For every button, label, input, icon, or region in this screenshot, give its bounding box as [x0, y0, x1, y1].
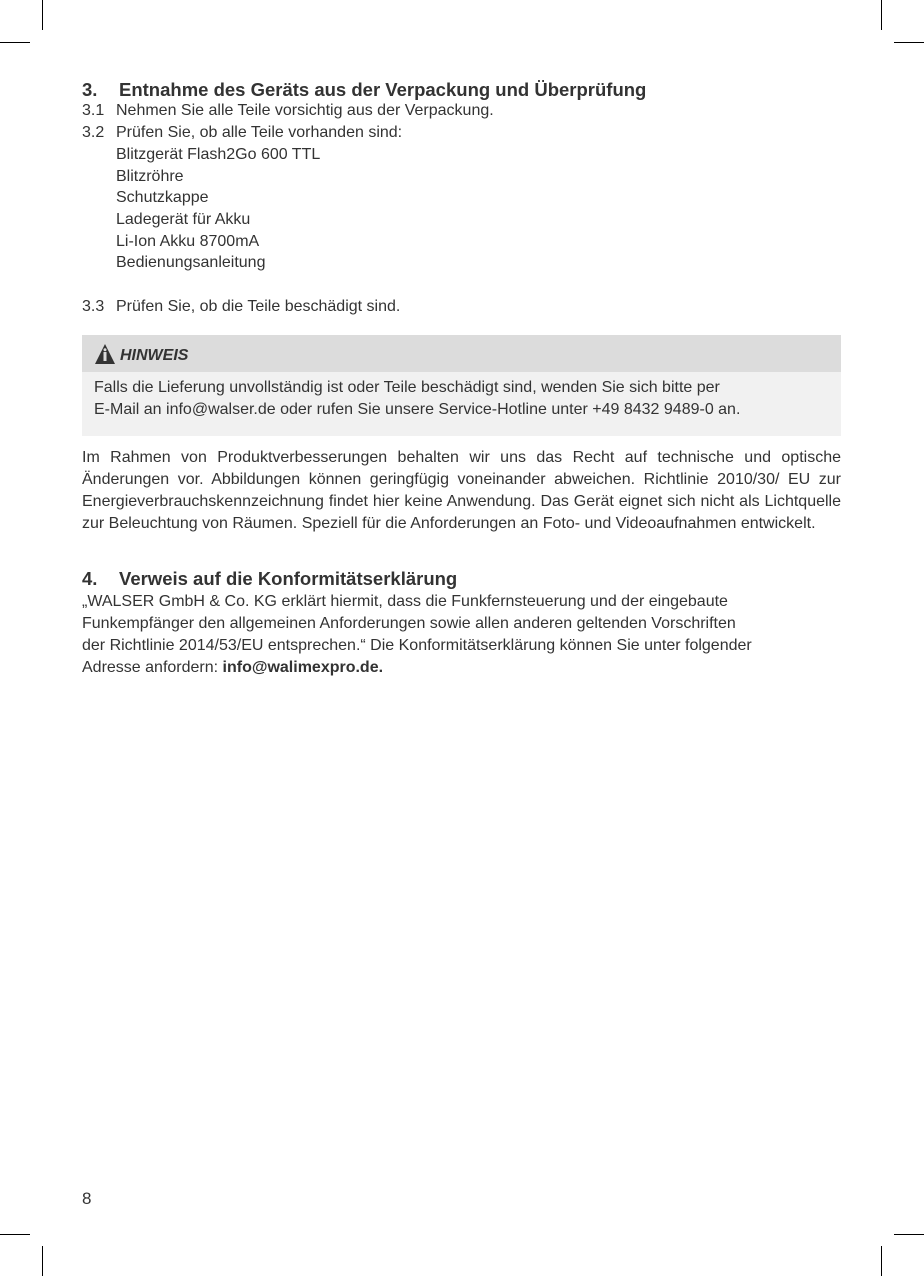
crop-mark	[0, 42, 30, 43]
page-number: 8	[82, 1189, 92, 1208]
step-3-1: 3.1 Nehmen Sie alle Teile vorsichtig aus der Verpackung.	[82, 102, 494, 119]
part-item: Li-Ion Akku 8700mA	[116, 233, 260, 250]
conformity-line: der Richtlinie 2014/53/EU entsprechen.“ Die Konformitätserklärung können Sie unter folgender	[82, 636, 752, 654]
crop-mark	[881, 0, 882, 30]
crop-mark	[894, 1234, 924, 1235]
part-item: Schutzkappe	[116, 189, 209, 206]
crop-mark	[894, 42, 924, 43]
conformity-line: Adresse anfordern: info@walimexpro.de.	[82, 658, 384, 676]
part-item: Blitzröhre	[116, 168, 184, 185]
notice-line: Falls die Lieferung unvollständig ist oder Teile beschädigt sind, wenden Sie sich bitte per	[94, 379, 720, 396]
section-4-heading: 4. Verweis auf die Konformitätserklärung	[82, 568, 458, 589]
notice-body	[82, 372, 841, 420]
part-item: Blitzgerät Flash2Go 600 TTL	[116, 146, 321, 163]
part-item: Ladegerät für Akku	[116, 211, 251, 228]
conformity-line: Funkempfänger den allgemeinen Anforderungen sowie allen anderen geltenden Vorschriften	[82, 614, 736, 632]
conformity-line: „WALSER GmbH & Co. KG erklärt hiermit, dass die Funkfernsteuerung und der eingebaute	[82, 593, 728, 610]
step-3-3: 3.3 Prüfen Sie, ob die Teile beschädigt sind.	[82, 298, 401, 315]
part-item: Bedienungsanleitung	[116, 254, 266, 271]
warning-icon	[94, 343, 116, 365]
step-3-2: 3.2 Prüfen Sie, ob alle Teile vorhanden sind:	[82, 124, 403, 141]
notice-box	[82, 335, 841, 436]
conformity-text	[82, 591, 841, 679]
crop-mark	[0, 1234, 30, 1235]
conformity-email[interactable]: info@walimexpro.de.	[222, 658, 384, 676]
disclaimer-paragraph: Im Rahmen von Produktverbesserungen behalten wir uns das Recht auf technische und optische Änderungen vor. Abbildungen können geringfügig voneinander abweichen. Richtlinie 2010/30/ EU zur Energieverbrauchskennzeichnung findet hier keine Anwendung. Das Gerät eignet sich nicht als Lichtquelle zur Beleuchtung von Räumen. Speziell für die Anforderungen an Foto- und Videoaufnahmen entwickelt.	[82, 449, 841, 532]
notice-title: HINWEIS	[120, 346, 189, 364]
crop-mark	[881, 1246, 882, 1276]
notice-line: E-Mail an info@walser.de oder rufen Sie unsere Service-Hotline unter +49 8432 9489-0 an.	[94, 400, 741, 418]
crop-mark	[42, 0, 43, 30]
crop-mark	[42, 1246, 43, 1276]
section-3-heading: 3. Entnahme des Geräts aus der Verpackung und Überprüfung	[82, 79, 647, 100]
notice-header	[82, 335, 841, 372]
